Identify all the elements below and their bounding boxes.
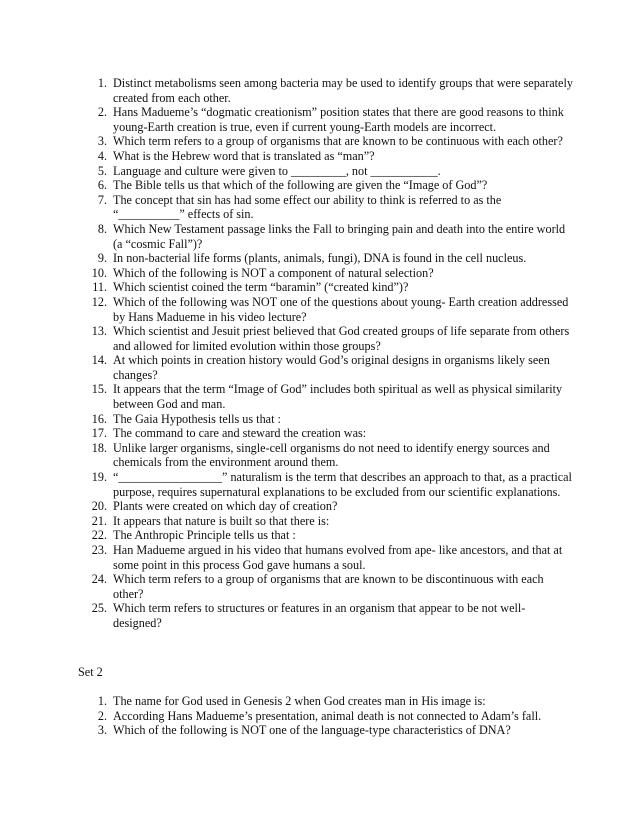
question-text: At which points in creation history would God’s original designs in organisms likely seen changes? <box>113 353 550 382</box>
question-text: Which term refers to a group of organisms that are known to be discontinuous with each other? <box>113 572 544 601</box>
question-number: 22. <box>91 528 107 543</box>
question-text: Which term refers to a group of organisms that are known to be continuous with each other? <box>113 134 563 149</box>
question-number: 5. <box>97 163 107 178</box>
question-item <box>0 426 638 441</box>
question-number: 19. <box>91 470 107 485</box>
question-text: The name for God used in Genesis 2 when God creates man in His image is: <box>113 694 486 708</box>
question-text: Han Madueme argued in his video that humans evolved from ape- like ancestors, and that at some point in this process God gave humans a soul. <box>113 543 563 572</box>
question-item <box>0 382 638 411</box>
question-number: 23. <box>91 543 107 557</box>
question-text: The concept that sin has had some effect our ability to think is referred to as the “__________” effects of sin. <box>113 192 502 222</box>
question-number: 4. <box>97 148 107 163</box>
question-number: 10. <box>91 265 107 280</box>
question-number: 2. <box>97 105 107 120</box>
question-item <box>0 543 638 572</box>
question-number: 14. <box>91 353 107 368</box>
question-number: 16. <box>91 411 107 426</box>
question-number: 21. <box>91 513 107 528</box>
question-text: “_________________” naturalism is the term that describes an approach to that, as a practical purpose, requires supernatural explanations to be excluded from our scientific explanations. <box>113 470 572 499</box>
question-item <box>0 528 638 543</box>
question-list-set-2 <box>0 694 638 738</box>
question-number: 9. <box>97 251 107 266</box>
question-number: 8. <box>97 221 107 236</box>
question-number: 24. <box>91 572 107 587</box>
question-item <box>0 193 638 222</box>
question-text: In non-bacterial life forms (plants, animals, fungi), DNA is found in the cell nucleus. <box>113 251 527 266</box>
question-text: Which of the following is NOT a component of natural selection? <box>113 265 434 280</box>
question-number: 18. <box>91 440 107 455</box>
question-item <box>0 412 638 427</box>
question-number: 7. <box>97 192 107 207</box>
question-number: 11. <box>92 280 107 295</box>
question-number: 25. <box>91 601 107 616</box>
question-text: Language and culture were given to _________, not ___________. <box>113 163 441 178</box>
question-text: Which scientist and Jesuit priest believed that God created groups of life separate from others and allowed for limited evolution within those groups? <box>113 324 570 353</box>
question-item <box>0 499 638 514</box>
question-number: 6. <box>97 178 107 193</box>
question-item <box>0 164 638 179</box>
question-number: 1. <box>97 694 107 708</box>
question-item <box>0 441 638 470</box>
question-item <box>0 601 638 630</box>
question-list-set-1 <box>0 76 638 631</box>
question-text: Hans Madueme’s “dogmatic creationism” position states that there are good reasons to think young-Earth creation is true, even if current young-Earth models are incorrect. <box>113 105 564 134</box>
question-text: It appears that nature is built so that there is: <box>113 513 330 528</box>
question-item <box>0 514 638 529</box>
question-item <box>0 149 638 164</box>
question-item <box>0 105 638 134</box>
question-text: Which term refers to structures or features in an organism that appear to be not well-designed? <box>113 601 526 630</box>
question-item <box>0 470 638 499</box>
question-number: 3. <box>97 134 107 149</box>
question-text: The Bible tells us that which of the following are given the “Image of God”? <box>113 178 488 193</box>
question-number: 20. <box>91 499 107 514</box>
question-number: 1. <box>97 76 107 90</box>
question-text: The Anthropic Principle tells us that : <box>113 528 296 543</box>
question-text: The Gaia Hypothesis tells us that : <box>113 411 281 426</box>
question-text: Distinct metabolisms seen among bacteria may be used to identify groups that were separately created from each other. <box>113 76 573 105</box>
question-text: Which of the following was NOT one of the questions about young- Earth creation addressed by Hans Madueme in his video lecture? <box>113 294 569 324</box>
question-item <box>0 178 638 193</box>
question-text: The command to care and steward the creation was: <box>113 426 367 441</box>
question-text: Which New Testament passage links the Fall to bringing pain and death into the entire world (a “cosmic Fall”)? <box>113 221 566 251</box>
question-item <box>0 572 638 601</box>
question-text: Plants were created on which day of creation? <box>113 499 338 514</box>
question-item <box>0 222 638 251</box>
question-item <box>0 353 638 382</box>
question-item <box>0 324 638 353</box>
question-item <box>0 694 638 709</box>
question-item <box>0 280 638 295</box>
question-item <box>0 295 638 324</box>
question-text: According Hans Madueme’s presentation, animal death is not connected to Adam’s fall. <box>113 708 542 723</box>
question-item <box>0 709 638 724</box>
question-text: It appears that the term “Image of God” includes both spiritual as well as physical similarity between God and man. <box>113 382 563 412</box>
question-text: Which of the following is NOT one of the language-type characteristics of DNA? <box>113 723 511 738</box>
question-text: Which scientist coined the term “baramin” (“created kind”)? <box>113 280 409 295</box>
question-text: What is the Hebrew word that is translated as “man”? <box>113 148 375 163</box>
question-text: Unlike larger organisms, single-cell organisms do not need to identify energy sources and chemicals from the environment around them. <box>113 440 550 470</box>
question-item <box>0 251 638 266</box>
question-number: 13. <box>91 324 107 339</box>
question-number: 12. <box>91 294 107 309</box>
question-item <box>0 266 638 281</box>
question-item <box>0 723 638 738</box>
question-number: 2. <box>97 708 107 723</box>
set-2-heading: Set 2 <box>78 665 103 679</box>
question-number: 17. <box>91 426 107 441</box>
question-item <box>0 76 638 105</box>
question-number: 15. <box>91 382 107 397</box>
question-item <box>0 134 638 149</box>
question-number: 3. <box>97 723 107 738</box>
